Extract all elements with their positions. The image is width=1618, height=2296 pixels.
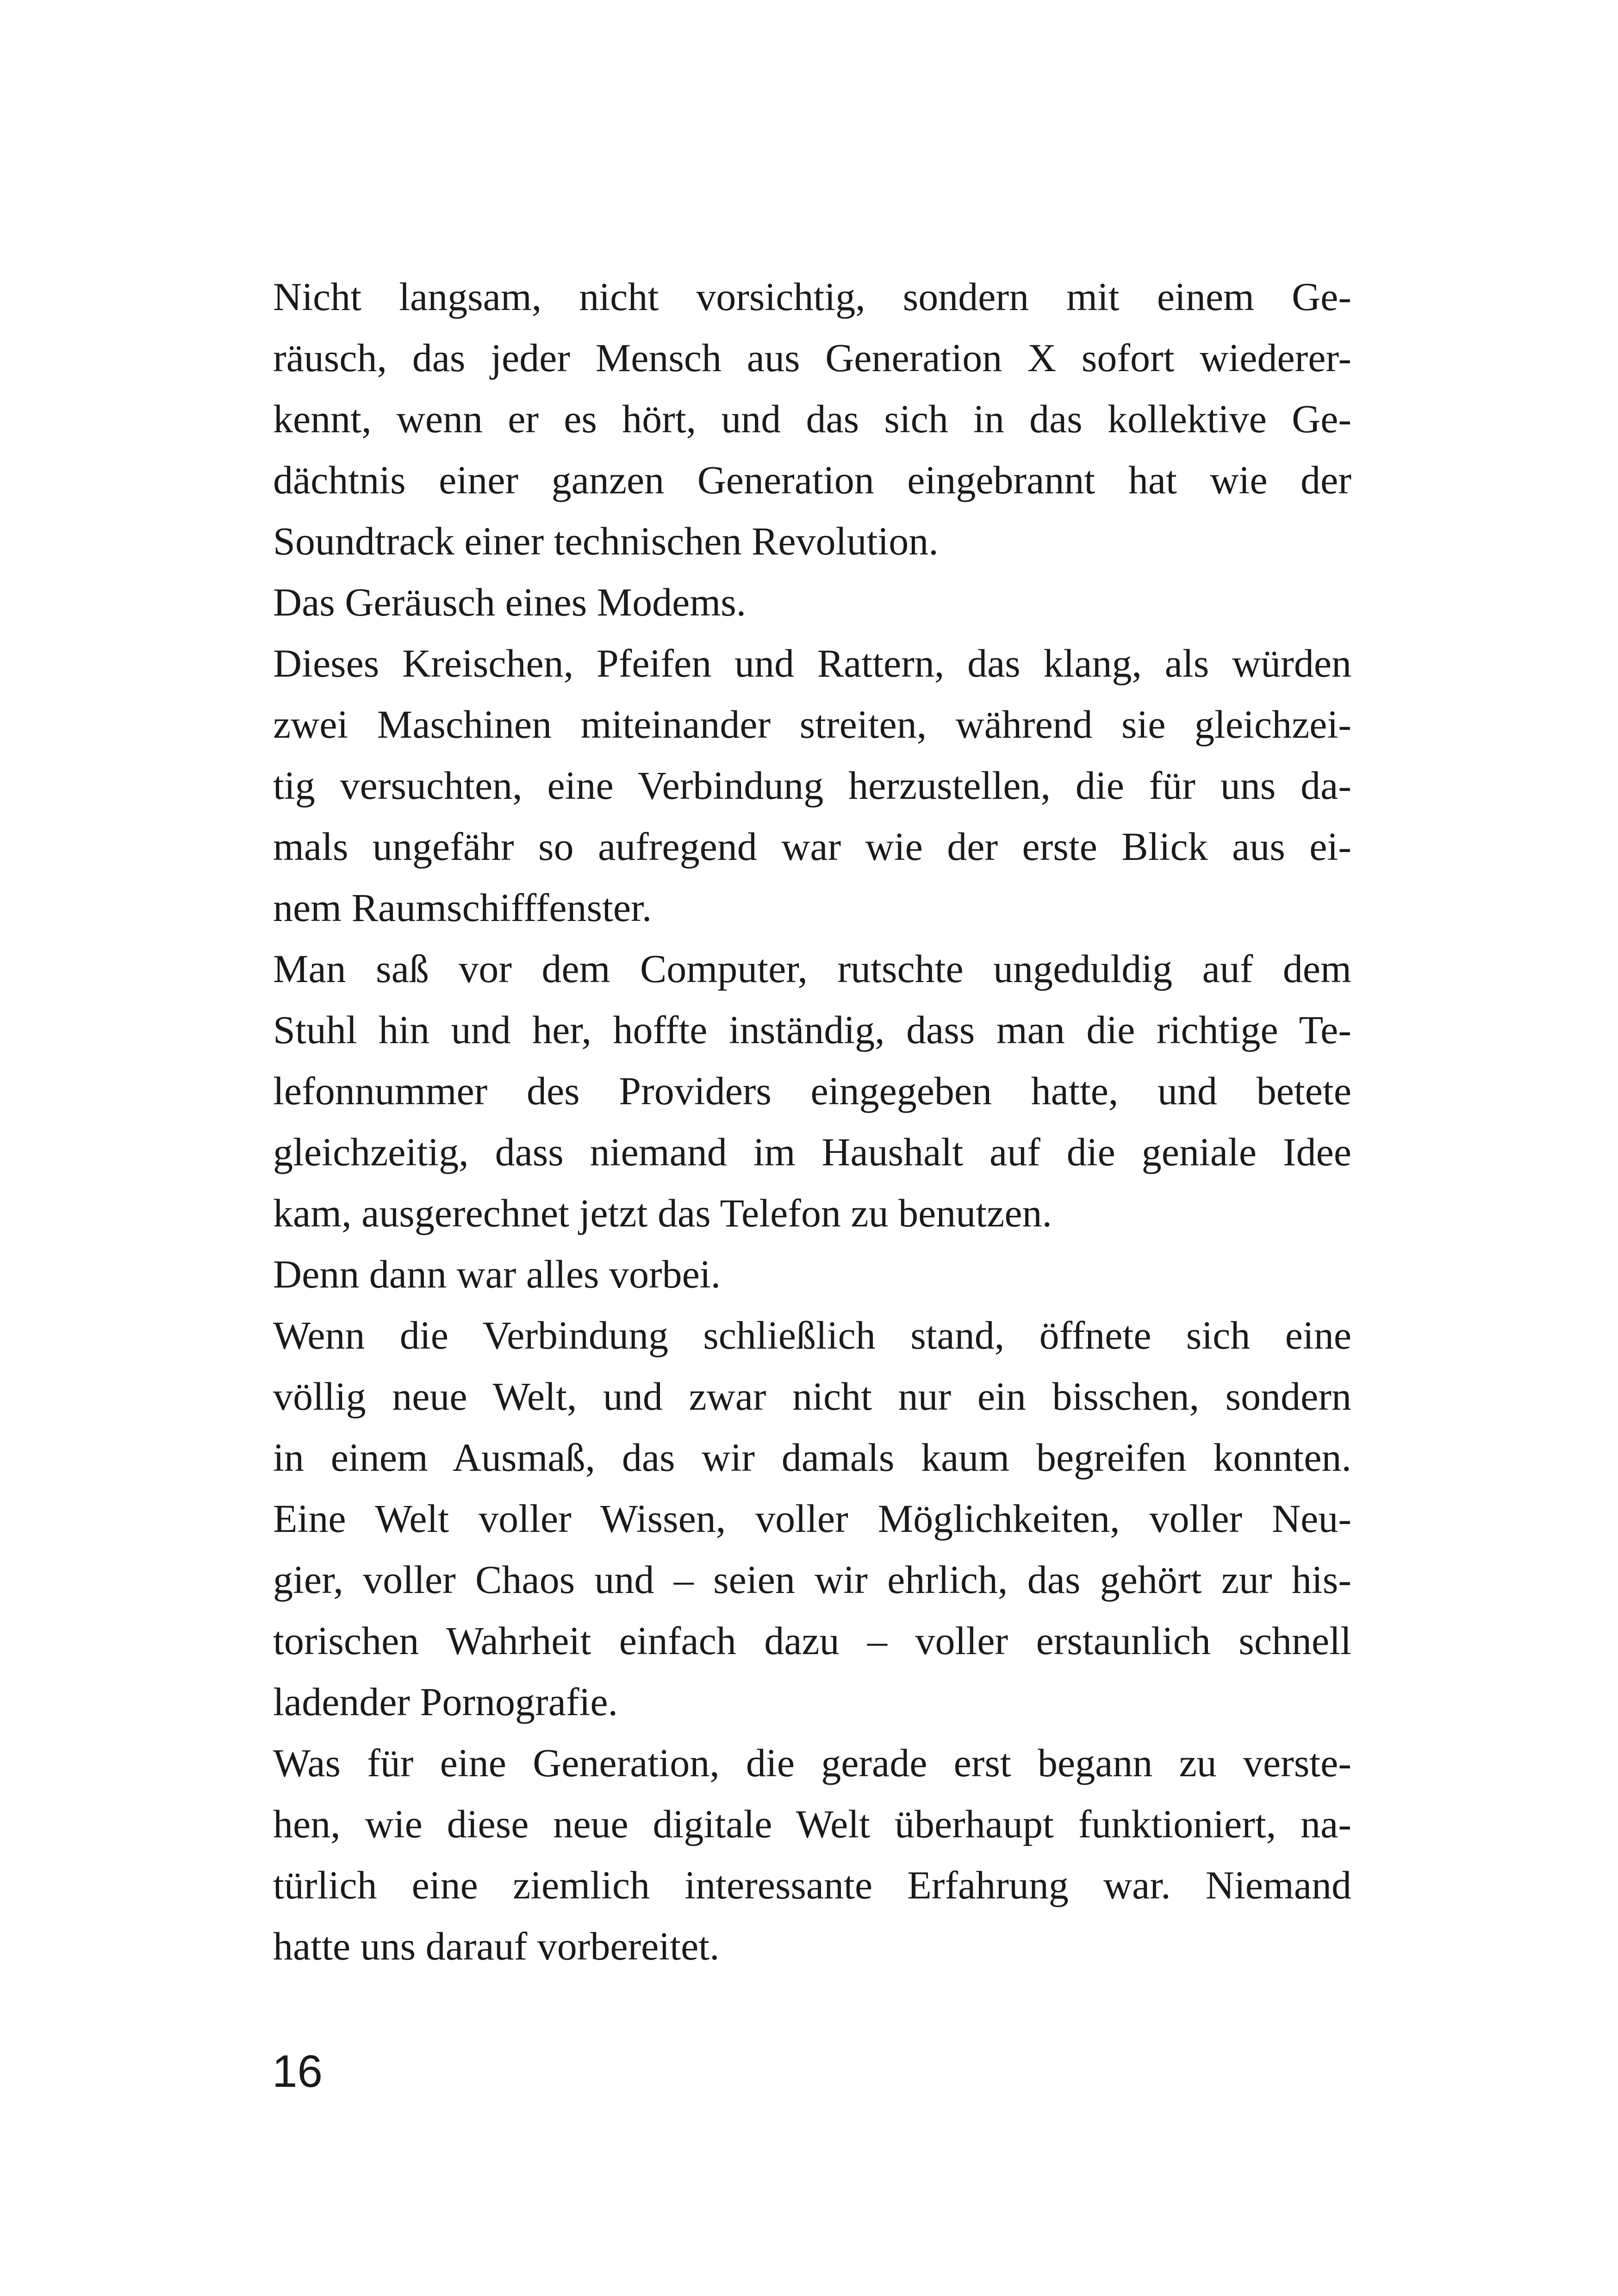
text-line: Nicht langsam, nicht vorsichtig, sondern mit einem Ge- — [273, 274, 1351, 319]
text-line: räusch, das jeder Mensch aus Generation X sofort wiederer- — [273, 336, 1351, 380]
text-line: gier, voller Chaos und – seien wir ehrlich, das gehört zur his- — [273, 1557, 1351, 1602]
text-line: kam, ausgerechnet jetzt das Telefon zu benutzen. — [273, 1191, 1052, 1235]
text-line: ladender Pornografie. — [273, 1680, 618, 1724]
text-line: Eine Welt voller Wissen, voller Möglichkeiten, voller Neu- — [273, 1496, 1351, 1541]
text-line: Wenn die Verbindung schließlich stand, öffnete sich eine — [273, 1313, 1351, 1357]
text-line: mals ungefähr so aufregend war wie der erste Blick aus ei- — [273, 824, 1351, 869]
text-line: dächtnis einer ganzen Generation eingebrannt hat wie der — [273, 458, 1351, 502]
text-line: tig versuchten, eine Verbindung herzustellen, die für uns da- — [273, 763, 1351, 808]
text-line: Soundtrack einer technischen Revolution. — [273, 519, 939, 563]
text-line: torischen Wahrheit einfach dazu – voller erstaunlich schnell — [273, 1618, 1351, 1663]
text-line: Stuhl hin und her, hoffte inständig, dass man die richtige Te- — [273, 1008, 1351, 1052]
text-line: Dieses Kreischen, Pfeifen und Rattern, das klang, als würden — [273, 641, 1351, 685]
text-line: Denn dann war alles vorbei. — [273, 1252, 721, 1296]
text-line: Was für eine Generation, die gerade erst begann zu verste- — [273, 1741, 1351, 1785]
text-line: hen, wie diese neue digitale Welt überhaupt funktioniert, na- — [273, 1802, 1351, 1846]
text-line: in einem Ausmaß, das wir damals kaum begreifen konnten. — [273, 1435, 1351, 1480]
text-line: hatte uns darauf vorbereitet. — [273, 1924, 720, 1968]
text-line: gleichzeitig, dass niemand im Haushalt auf die geniale Idee — [273, 1130, 1351, 1174]
text-line: türlich eine ziemlich interessante Erfahrung war. Niemand — [273, 1863, 1351, 1907]
text-line: Das Geräusch eines Modems. — [273, 580, 747, 624]
body-text — [273, 266, 1351, 1977]
text-line: kennt, wenn er es hört, und das sich in das kollektive Ge- — [273, 397, 1351, 441]
text-line: lefonnummer des Providers eingegeben hatte, und betete — [273, 1069, 1351, 1113]
page-number: 16 — [272, 2046, 323, 2097]
text-line: zwei Maschinen miteinander streiten, während sie gleichzei- — [273, 702, 1351, 747]
text-line: Man saß vor dem Computer, rutschte ungeduldig auf dem — [273, 946, 1351, 991]
text-line: völlig neue Welt, und zwar nicht nur ein bisschen, sondern — [273, 1374, 1351, 1419]
text-line: nem Raumschifffenster. — [273, 885, 652, 930]
